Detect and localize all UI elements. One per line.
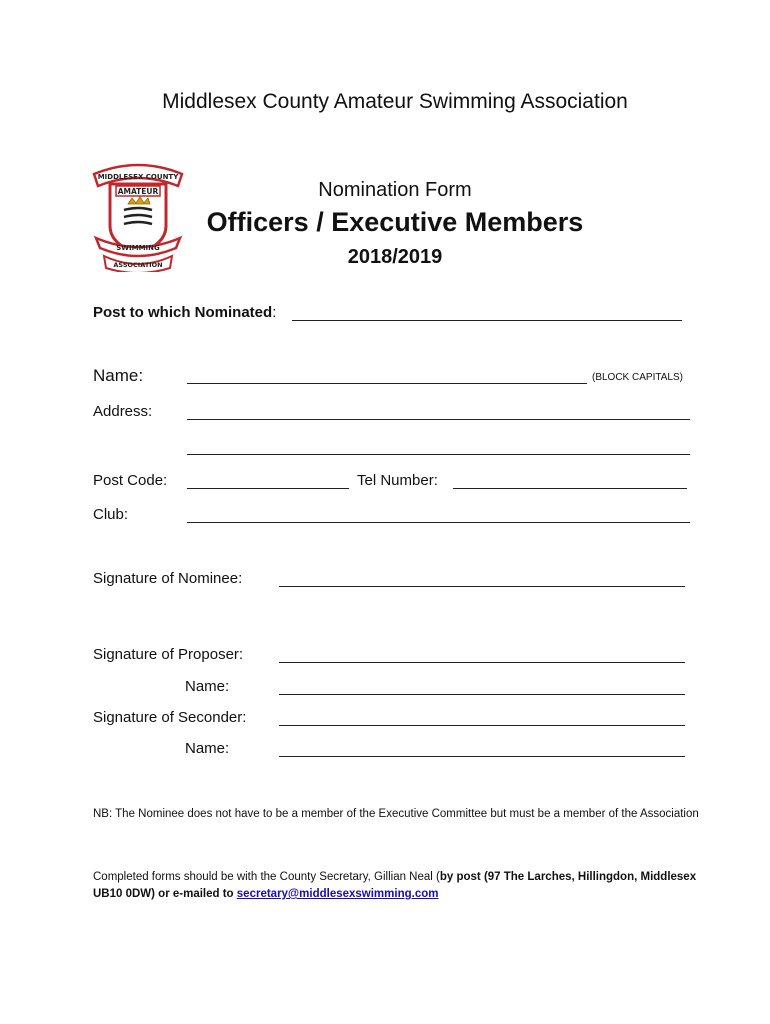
seconder-name-field[interactable] [279, 756, 685, 757]
completed-text: Completed forms should be with the County Secretary, Gillian Neal ( [93, 871, 440, 883]
form-heading: Officers / Executive Members [206, 207, 584, 237]
logo-text-mid: AMATEUR [117, 187, 159, 196]
tel-field[interactable] [453, 488, 687, 489]
tel-label: Tel Number: [357, 472, 438, 489]
nb-note: NB: The Nominee does not have to be a member of the Executive Committee but must be a member of the Association [93, 808, 699, 820]
nominee-signature-field[interactable] [279, 586, 685, 587]
name-label: Name: [93, 366, 144, 385]
postcode-field[interactable] [187, 488, 349, 489]
logo-text-swimming: SWIMMING [116, 244, 160, 252]
post-field[interactable] [292, 320, 682, 321]
address-label: Address: [93, 403, 153, 420]
post-label: Post to which Nominated [93, 304, 273, 321]
proposer-signature-label: Signature of Proposer: [93, 646, 244, 663]
logo-text-bottom: ASSOCIATION [113, 261, 163, 269]
seconder-signature-label: Signature of Seconder: [93, 709, 247, 726]
secretary-email-link[interactable]: secretary@middlesexswimming.com [236, 888, 439, 900]
address-field-line-1[interactable] [187, 419, 690, 420]
logo-text-top: MIDDLESEX COUNTY [97, 173, 179, 181]
form-year: 2018/2019 [347, 246, 443, 268]
proposer-name-field[interactable] [279, 694, 685, 695]
address-field-line-2[interactable] [187, 454, 690, 455]
form-title: Nomination Form [318, 179, 472, 201]
name-field[interactable] [187, 383, 587, 384]
completed-note [93, 869, 703, 903]
proposer-signature-field[interactable] [279, 662, 685, 663]
club-field[interactable] [187, 522, 690, 523]
post-colon: : [272, 304, 277, 321]
name-hint: (BLOCK CAPITALS) [592, 372, 683, 383]
association-title: Middlesex County Amateur Swimming Association [162, 90, 628, 113]
nominee-signature-label: Signature of Nominee: [93, 570, 243, 587]
seconder-name-label: Name: [185, 740, 230, 757]
post-instructions: by post (97 The Larches, Hillingdon, Middlesex UB10 0DW) or e-mailed to [93, 871, 697, 900]
post-label-row [93, 304, 276, 321]
postcode-label: Post Code: [93, 472, 168, 489]
club-label: Club: [93, 506, 129, 523]
seconder-signature-field[interactable] [279, 725, 685, 726]
proposer-name-label: Name: [185, 678, 230, 695]
